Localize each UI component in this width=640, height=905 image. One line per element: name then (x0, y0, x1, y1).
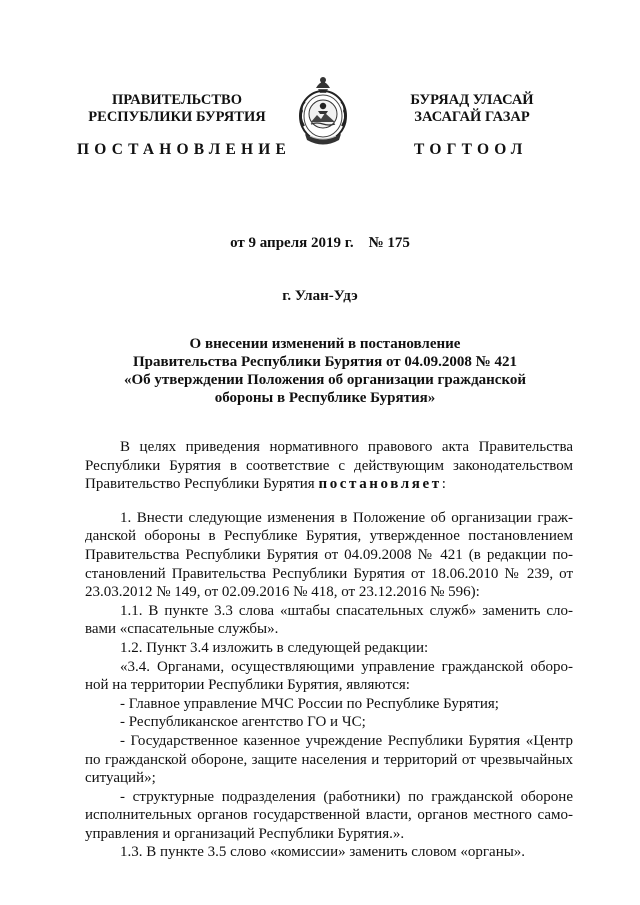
text-line: исполнительных органов государственной власти, органов местного само- (85, 807, 573, 824)
text-line: 1.2. Пункт 3.4 изложить в следующей редакции: (120, 639, 429, 656)
paragraph (85, 639, 573, 658)
text-line: ситуаций»; (85, 770, 156, 787)
text-line: - Главное управление МЧС России по Республике Бурятия; (120, 695, 499, 712)
title-line: «Об утверждении Положения об организации гражданской (123, 372, 527, 388)
text-line: 1.3. В пункте 3.5 слово «комиссии» заменить словом «органы». (120, 844, 526, 861)
paragraph (85, 713, 573, 732)
text-line: становлений Правительства Республики Бурятия от 18.06.2010 № 239, от (85, 565, 573, 582)
document-date: от 9 апреля 2019 г. (230, 235, 354, 251)
paragraph (85, 602, 573, 639)
org-line: РЕСПУБЛИКИ БУРЯТИЯ (88, 109, 266, 125)
org-line: ЗАСАГАЙ ГАЗАР (414, 109, 530, 125)
doc-type-russian: ПОСТАНОВЛЕНИЕ (77, 141, 292, 158)
text-line: управления и организаций Республики Бурятия.». (85, 825, 405, 842)
decree-word: постановляет (318, 476, 442, 493)
document-number: № 175 (368, 235, 410, 251)
paragraph (85, 658, 573, 695)
paragraph (85, 695, 573, 714)
text-line: «3.4. Органами, осуществляющими управление гражданской оборо- (120, 658, 573, 675)
text-line: 1.1. В пункте 3.3 слова «штабы спасательных служб» заменить сло- (120, 602, 573, 619)
text-line: - Государственное казенное учреждение Республики Бурятия «Центр (120, 732, 573, 749)
text-line: по гражданской обороне, защите населения и территорий от чрезвычайных (85, 751, 573, 768)
text-line: - Республиканское агентство ГО и ЧС; (120, 714, 366, 731)
preamble-colon: : (441, 476, 446, 493)
government-name-russian (77, 92, 277, 126)
paragraph (85, 732, 573, 788)
text-line: - структурные подразделения (работники) по гражданской обороне (120, 788, 573, 805)
date-line (0, 235, 640, 252)
paragraph (85, 843, 573, 862)
government-name-buryat (372, 92, 572, 126)
text-line: Республики Бурятия в соответствие с действующим законодательством (85, 457, 573, 474)
document-body (85, 438, 573, 862)
amendment-paragraphs (85, 509, 573, 862)
text-line: вами «спасательные службы». (85, 621, 279, 638)
text-line: В целях приведения нормативного правового акта Правительства (120, 439, 573, 455)
org-line: ПРАВИТЕЛЬСТВО (112, 92, 242, 108)
text-line: Правительства Республики Бурятия от 04.09.2008 № 421 (в редакции по- (85, 546, 573, 563)
doc-type-buryat: ТОГТООЛ (414, 141, 528, 158)
preamble-subject: Правительство Республики Бурятия (85, 476, 319, 493)
org-line: БУРЯАД УЛАСАЙ (410, 92, 534, 108)
city: г. Улан-Удэ (282, 288, 358, 304)
text-line: данской обороны в Республике Бурятия, утвержденное постановлением (85, 528, 573, 545)
title-line: О внесении изменений в постановление (189, 336, 461, 352)
document-title (90, 335, 560, 407)
paragraph (85, 788, 573, 844)
coat-of-arms-icon (296, 74, 350, 150)
title-line: обороны в Республике Бурятия» (214, 390, 436, 406)
preamble (85, 438, 573, 494)
text-line: 1. Внести следующие изменения в Положение об организации граж- (120, 509, 573, 526)
text-line: ной на территории Республики Бурятия, являются: (85, 677, 410, 694)
title-line: Правительства Республики Бурятия от 04.09.2008 № 421 (132, 354, 517, 370)
paragraph (85, 509, 573, 602)
text-line: 23.03.2012 № 149, от 02.09.2016 № 418, от 23.12.2016 № 596): (85, 584, 480, 601)
text-line (85, 475, 573, 494)
